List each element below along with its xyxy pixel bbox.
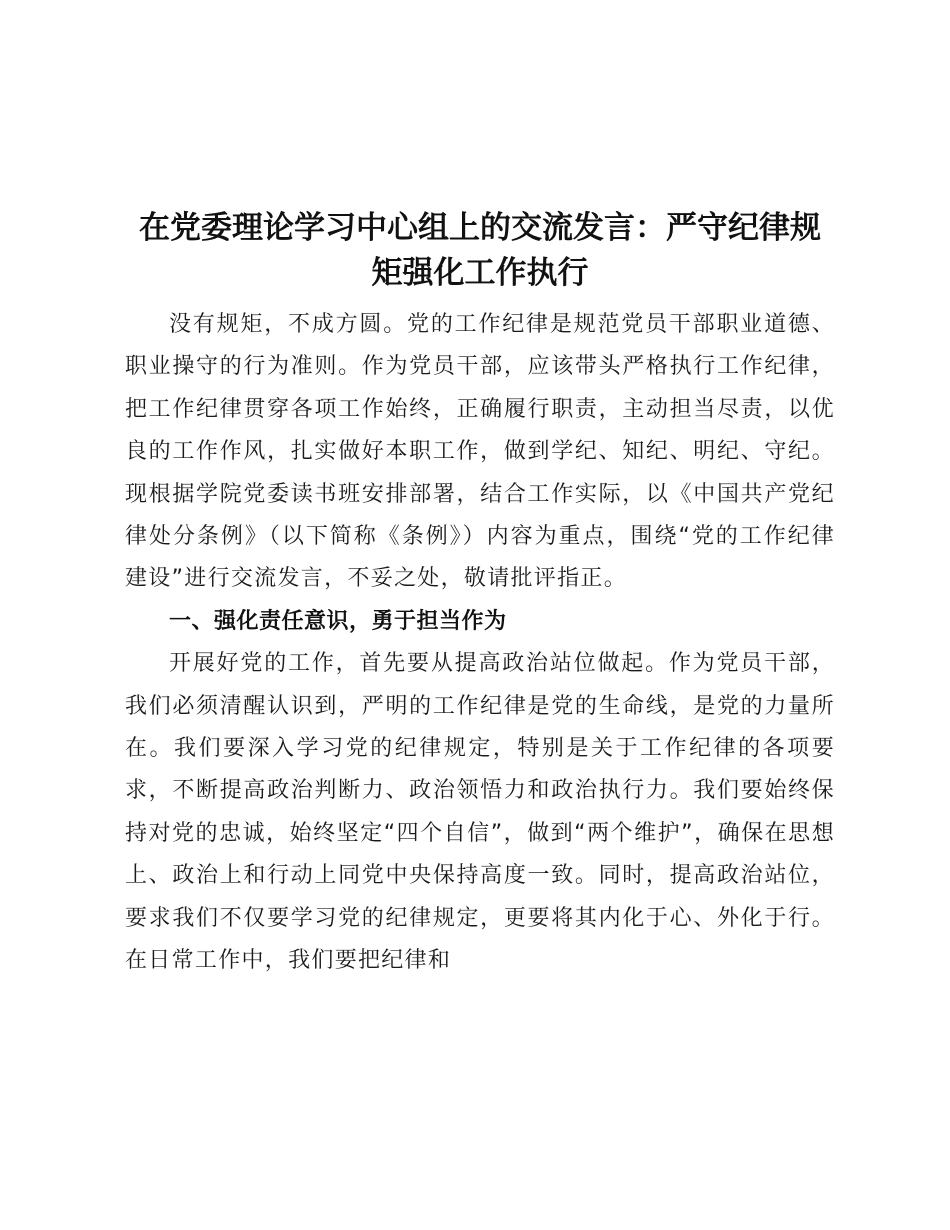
section-1-paragraph: 开展好党的工作，首先要从提高政治站位做起。作为党员干部，我们必须清醒认识到，严明的工作纪律是党的生命线，是党的力量所在。我们要深入学习党的纪律规定，特别是关于工作纪律的各项要求，不断提高政治判断力、政治领悟力和政治执行力。我们要始终保持对党的忠诚，始终坚定“四个自信”，做到“两个维护”，确保在思想上、政治上和行动上同党中央保持高度一致。同时，提高政治站位，要求我们不仅要学习党的纪律规定，更要将其内化于心、外化于行。在日常工作中，我们要把纪律和 xyxy=(125,651,835,974)
document-body xyxy=(125,206,835,983)
intro-paragraph: 没有规矩，不成方圆。党的工作纪律是规范党员干部职业道德、职业操守的行为准则。作为党员干部，应该带头严格执行工作纪律，把工作纪律贯穿各项工作始终，正确履行职责，主动担当尽责，以优良的工作作风，扎实做好本职工作，做到学纪、知纪、明纪、守纪。现根据学院党委读书班安排部署，结合工作实际，以《中国共产党纪律处分条例》（以下简称《条例》）内容为重点，围绕“党的工作纪律建设”进行交流发言，不妥之处，敬请批评指正。 xyxy=(125,312,835,592)
section-heading-1: 一、强化责任意识，勇于担当作为 xyxy=(169,608,507,634)
document-title: 在党委理论学习中心组上的交流发言：严守纪律规矩强化工作执行 xyxy=(139,210,821,291)
